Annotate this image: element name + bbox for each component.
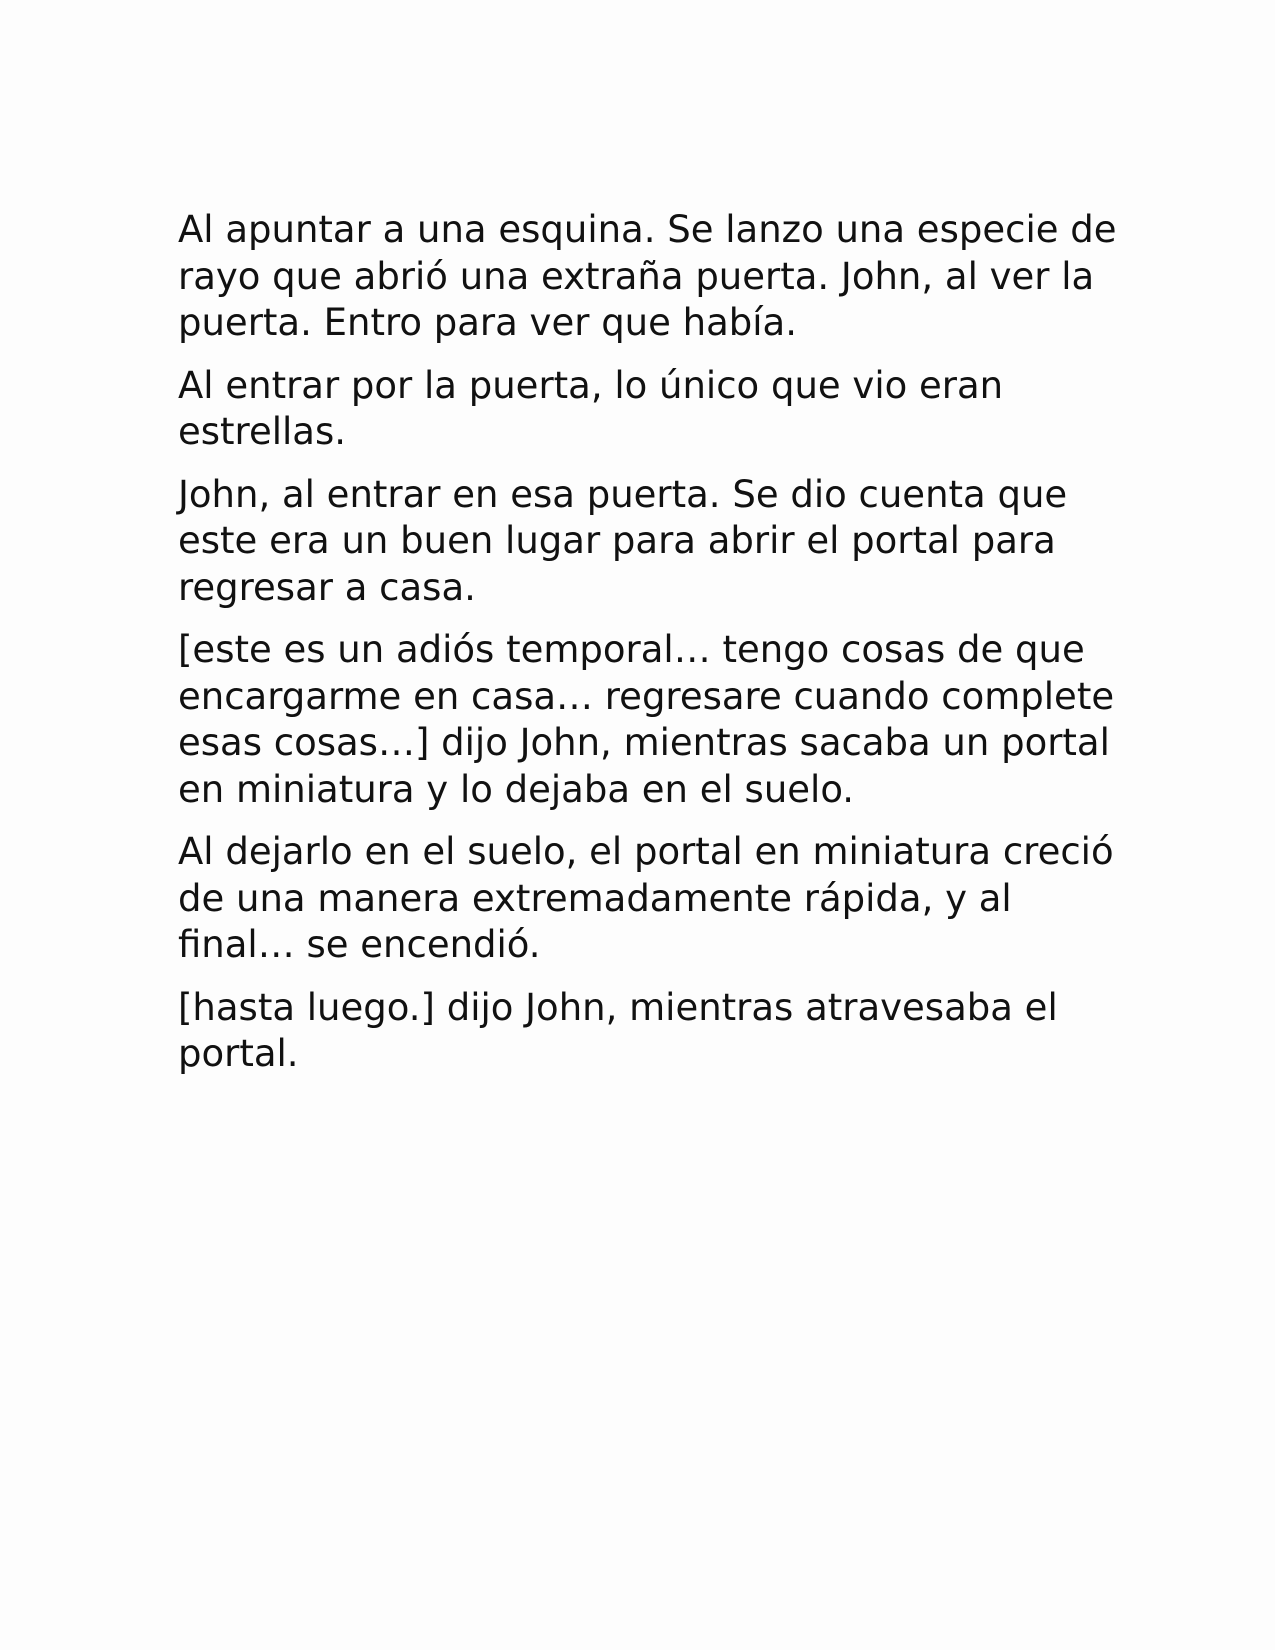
- document-body: [178, 207, 1118, 1094]
- paragraph-6: [hasta luego.] dijo John, mientras atravesaba el portal.: [178, 985, 1058, 1075]
- paragraph-5: Al dejarlo en el suelo, el portal en miniatura creció de una manera extremadamente rápida, y al final… se encendió.: [178, 830, 1114, 966]
- paragraph-4: [este es un adiós temporal… tengo cosas de que encargarme en casa… regresare cuando complete esas cosas…] dijo John, mientras sacaba un portal en miniatura y lo dejaba en el suelo.: [178, 628, 1115, 811]
- paragraph-3: John, al entrar en esa puerta. Se dio cuenta que este era un buen lugar para abrir el portal para regresar a casa.: [178, 472, 1068, 609]
- paragraph-1: Al apuntar a una esquina. Se lanzo una especie de rayo que abrió una extraña puerta. John, al ver la puerta. Entro para ver que había.: [178, 208, 1117, 344]
- paragraph-2: Al entrar por la puerta, lo único que vio eran estrellas.: [178, 363, 1004, 453]
